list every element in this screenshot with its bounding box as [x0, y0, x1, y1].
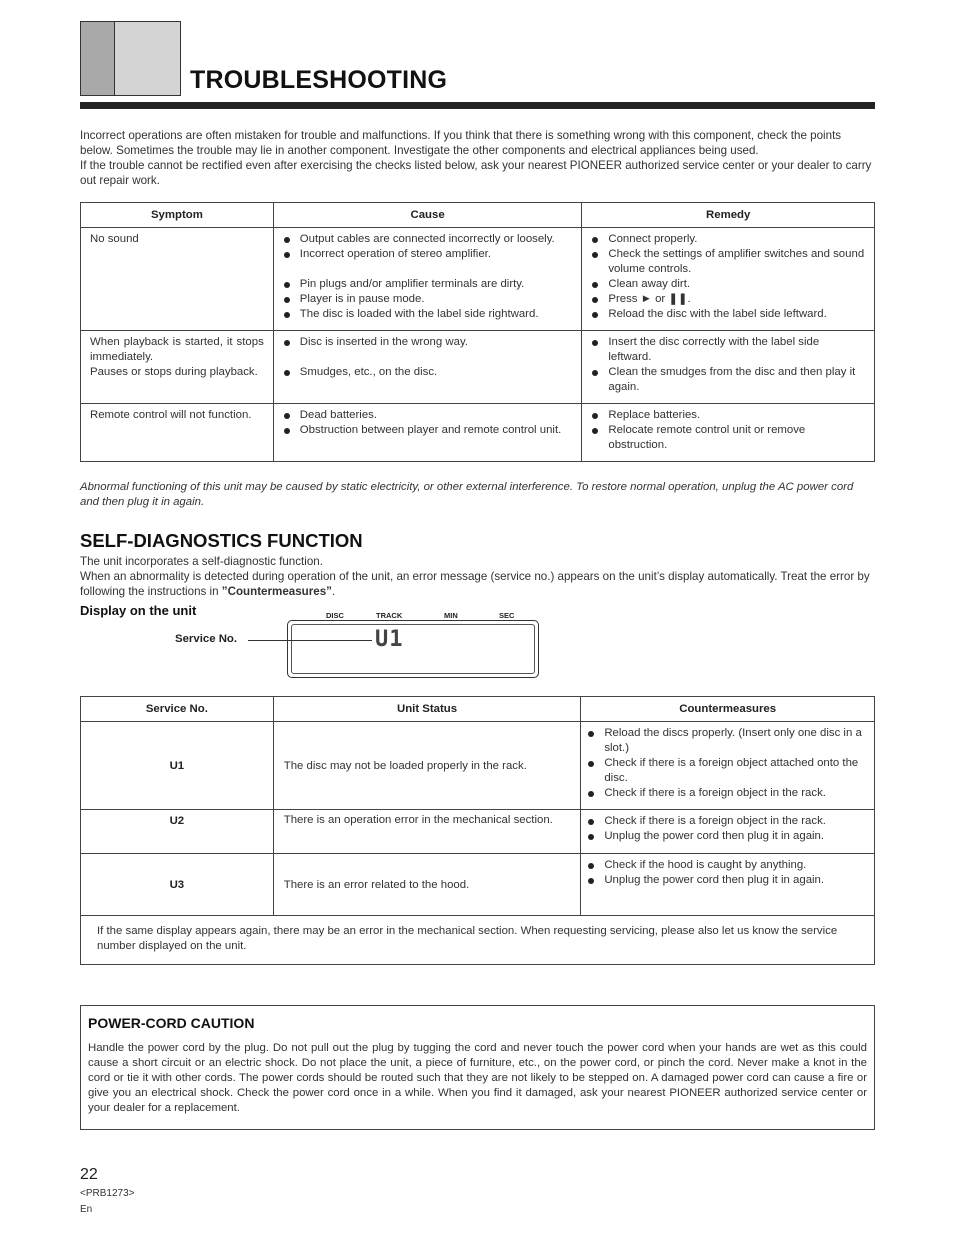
remedy-item: Check the settings of amplifier switches and sound volume controls. [591, 247, 865, 277]
remedy-item: Relocate remote control unit or remove obstruction. [591, 423, 865, 453]
title-rule [80, 102, 875, 109]
countermeasure-item: Check if the hood is caught by anything. [587, 858, 868, 873]
remedy-item: Clean the smudges from the disc and then play it again. [591, 365, 865, 395]
service-no-cell: U3 [81, 854, 274, 916]
cause-item: Output cables are connected incorrectly or loosely. [283, 232, 573, 247]
service-no-cell: U2 [81, 810, 274, 854]
table-footer-row [81, 916, 875, 965]
countermeasure-item: Unplug the power cord then plug it in again. [587, 873, 868, 888]
countermeasure-item: Check if there is a foreign object attached onto the disc. [587, 756, 868, 786]
header-tab-light [114, 21, 181, 96]
symptom-cell [81, 331, 274, 404]
service-no-callout: Service No. [175, 633, 238, 645]
countermeasure-item: Unplug the power cord then plug it in again. [587, 829, 868, 844]
countermeasures-cell [581, 810, 875, 854]
cause-item: Disc is inserted in the wrong way. [283, 335, 573, 350]
service-table [80, 696, 875, 965]
remedy-cell [582, 228, 875, 331]
table-header-row [81, 697, 875, 722]
cause-item: Obstruction between player and remote control unit. [283, 423, 573, 438]
lcd-label-min: MIN [444, 611, 458, 620]
intro-text [80, 128, 875, 188]
remedy-item: Connect properly. [591, 232, 865, 247]
countermeasures-ref: ”Countermeasures” [221, 585, 332, 598]
symptom-cell [81, 228, 274, 331]
cause-item: The disc is loaded with the label side rightward. [283, 307, 573, 322]
unit-status-cell: There is an error related to the hood. [273, 854, 581, 916]
countermeasure-item: Check if there is a foreign object in the rack. [587, 786, 868, 801]
remedy-item: Replace batteries. [591, 408, 865, 423]
self-diagnostics-paragraph-2: When an abnormality is detected during operation of the unit, an error message (service no.) appears on the unit’s display automatically. Treat the error by following the instructions in ”Countermeasures”. [80, 570, 870, 598]
remedy-item: Reload the disc with the label side leftward. [591, 307, 865, 322]
self-diagnostics-text [80, 554, 875, 599]
symptom-text: Remote control will not function. [90, 409, 252, 421]
lcd-display-screen [291, 624, 535, 674]
countermeasure-item: Reload the discs properly. (Insert only one disc in a slot.) [587, 726, 868, 756]
header-cause: Cause [273, 203, 582, 228]
callout-leader-line [248, 640, 372, 641]
table-row [81, 404, 875, 462]
intro-paragraph-2: If the trouble cannot be rectified even after exercising the checks listed below, ask your nearest PIONEER authorized service center or your dealer to carry out repair work. [80, 159, 872, 187]
symptom-text: No sound [90, 233, 139, 245]
service-table-footnote: If the same display appears again, there may be an error in the mechanical section. When requesting servicing, please also let us know the service number displayed on the unit. [81, 916, 875, 965]
table-row [81, 228, 875, 331]
cause-item: Incorrect operation of stereo amplifier. [283, 247, 573, 262]
unit-status-cell: There is an operation error in the mechanical section. [273, 810, 581, 854]
cause-cell [273, 404, 582, 462]
header-tab-dark [80, 21, 115, 96]
remedy-cell [582, 404, 875, 462]
symptom-text: Pauses or stops during playback. [90, 366, 258, 378]
table-header-row [81, 203, 875, 228]
language-code: En [80, 1204, 93, 1215]
header-unit-status: Unit Status [273, 697, 581, 722]
countermeasures-cell [581, 722, 875, 810]
power-cord-heading: POWER-CORD CAUTION [88, 1015, 255, 1031]
cause-item: Smudges, etc., on the disc. [283, 365, 573, 380]
troubleshooting-table [80, 202, 875, 462]
header-service-no: Service No. [81, 697, 274, 722]
lcd-readout: U1 [375, 627, 404, 652]
cause-cell [273, 228, 582, 331]
cause-cell [273, 331, 582, 404]
page-title: TROUBLESHOOTING [190, 66, 448, 94]
display-heading: Display on the unit [80, 603, 197, 618]
intro-paragraph-1: Incorrect operations are often mistaken for trouble and malfunctions. If you think that there is something wrong with this component, check the points below. Sometimes the trouble may lie in another component. Investigate the other components and electrical appliances being used. [80, 129, 842, 157]
unit-status-cell: The disc may not be loaded properly in the rack. [273, 722, 581, 810]
remedy-item: Insert the disc correctly with the label side leftward. [591, 335, 865, 365]
remedy-item: Clean away dirt. [591, 277, 865, 292]
page-number: 22 [80, 1166, 98, 1183]
lcd-label-track: TRACK [376, 611, 403, 620]
remedy-item: Press ► or ❚❚. [591, 292, 865, 307]
table-row [81, 722, 875, 810]
header-symptom: Symptom [81, 203, 274, 228]
static-electricity-note: Abnormal functioning of this unit may be caused by static electricity, or other external interference. To restore normal operation, unplug the AC power cord and then plug it in again. [80, 481, 854, 508]
table-row [81, 854, 875, 916]
remedy-cell [582, 331, 875, 404]
table-row [81, 810, 875, 854]
self-diagnostics-heading: SELF-DIAGNOSTICS FUNCTION [80, 530, 363, 551]
header-countermeasures: Countermeasures [581, 697, 875, 722]
cause-item: Dead batteries. [283, 408, 573, 423]
symptom-text: When playback is started, it stops immediately. [90, 336, 264, 363]
power-cord-text: Handle the power cord by the plug. Do not pull out the plug by tugging the cord and never touch the power cord when your hands are wet as this could cause a short circuit or an electric shock. Do not place the unit, a piece of furniture, etc., on the power cord, or pinch the cord. Never make a knot in the cord or tie it with other cords. The power cords should be routed such that they are not likely to be stepped on. A damaged power cord can cause a fire or give you an electrical shock. Check the power cord once in a while. When you find it damaged, ask your nearest PIONEER authorized service center or your dealer for a replacement. [88, 1042, 867, 1114]
document-code: <PRB1273> [80, 1188, 135, 1199]
header-remedy: Remedy [582, 203, 875, 228]
table-row [81, 331, 875, 404]
countermeasure-item: Check if there is a foreign object in the rack. [587, 814, 868, 829]
cause-item: Pin plugs and/or amplifier terminals are dirty. [283, 277, 573, 292]
self-diagnostics-paragraph-1: The unit incorporates a self-diagnostic function. [80, 555, 323, 568]
service-no-cell: U1 [81, 722, 274, 810]
symptom-cell [81, 404, 274, 462]
countermeasures-cell [581, 854, 875, 916]
lcd-label-sec: SEC [499, 611, 515, 620]
lcd-label-disc: DISC [326, 611, 344, 620]
cause-item: Player is in pause mode. [283, 292, 573, 307]
